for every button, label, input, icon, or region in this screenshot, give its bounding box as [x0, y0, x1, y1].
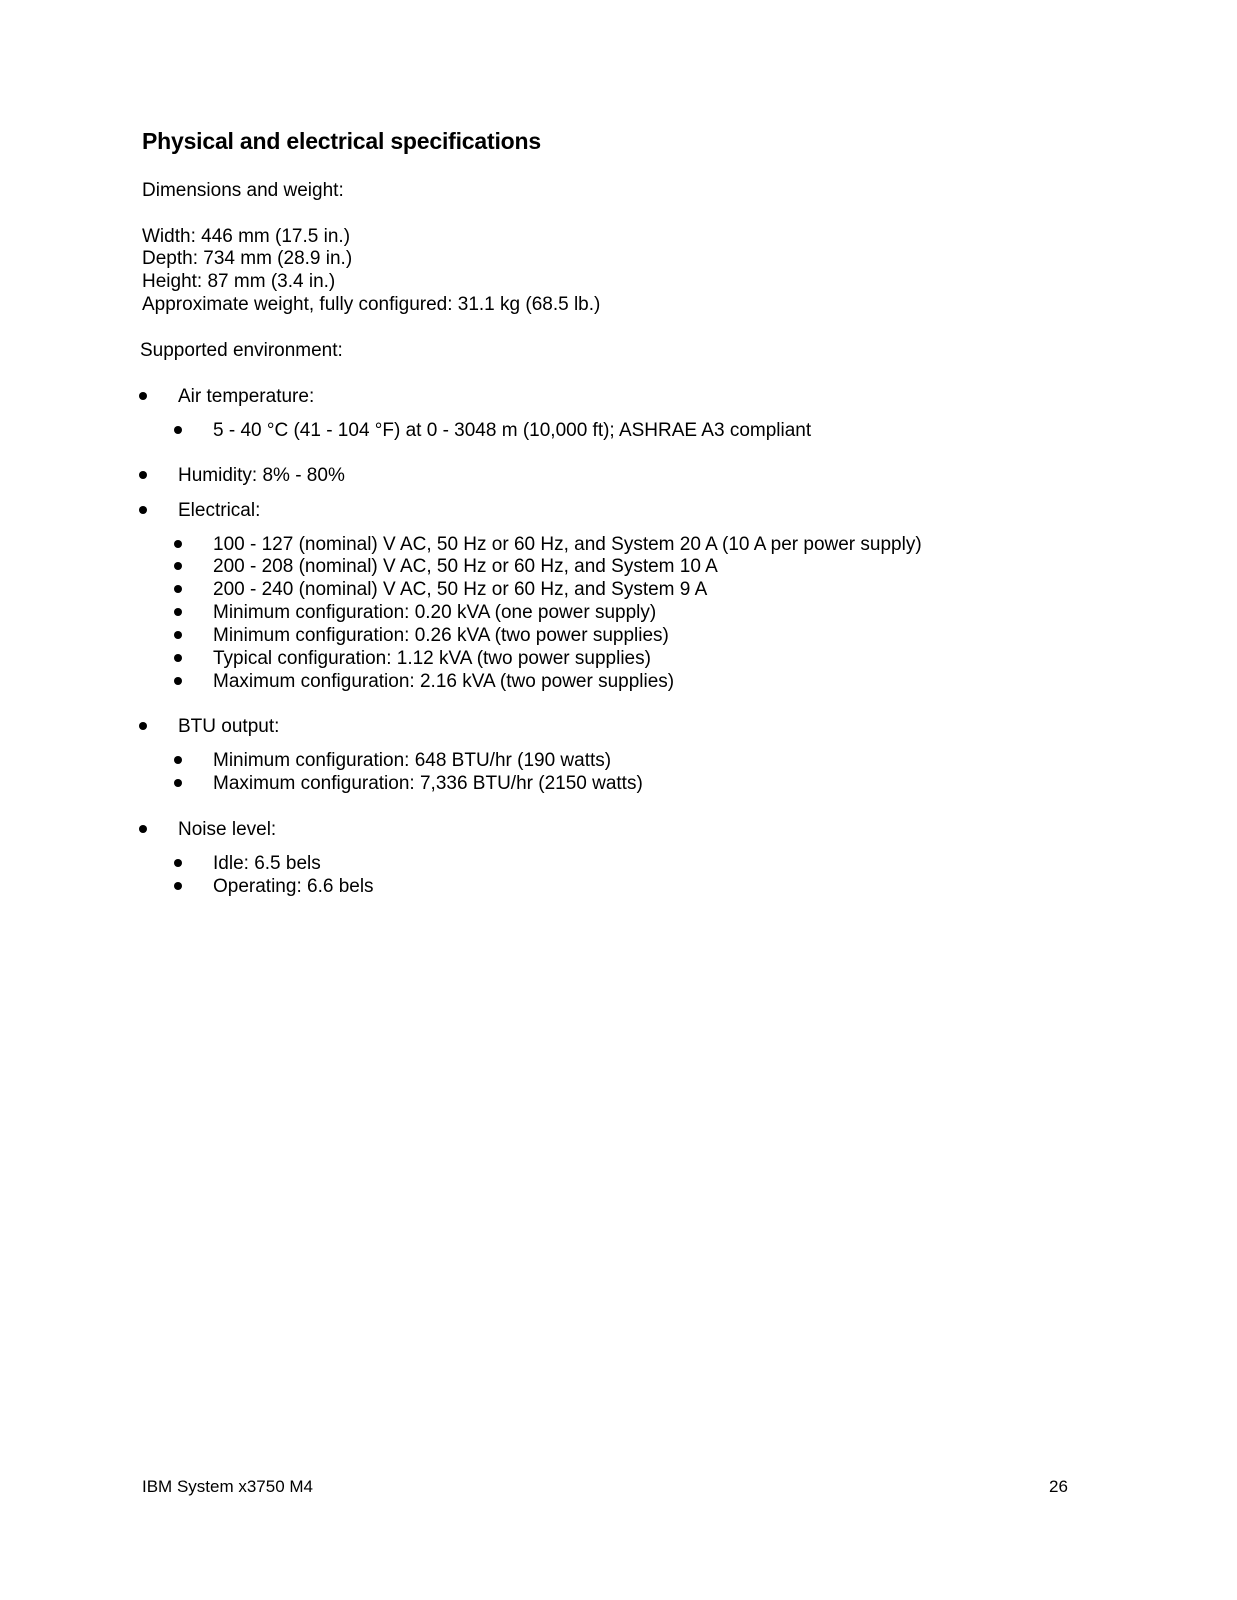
bullet-icon	[174, 540, 182, 548]
env-item-humidity: Humidity: 8% - 80%	[178, 465, 345, 486]
sub-item-electrical: 200 - 240 (nominal) V AC, 50 Hz or 60 Hz, and System 9 A	[213, 579, 708, 600]
environment-heading: Supported environment:	[140, 340, 343, 361]
env-item-air-temperature: Air temperature:	[178, 386, 315, 407]
bullet-icon	[174, 585, 182, 593]
bullet-icon	[139, 506, 147, 514]
bullet-icon	[174, 882, 182, 890]
bullet-icon	[139, 392, 147, 400]
bullet-icon	[174, 677, 182, 685]
sub-item-electrical: 200 - 208 (nominal) V AC, 50 Hz or 60 Hz, and System 10 A	[213, 556, 718, 577]
bullet-icon	[139, 825, 147, 833]
sub-item-noise: Idle: 6.5 bels	[213, 853, 321, 874]
bullet-icon	[174, 426, 182, 434]
sub-item-temperature-range: 5 - 40 °C (41 - 104 °F) at 0 - 3048 m (10,000 ft); ASHRAE A3 compliant	[213, 420, 812, 441]
dimension-weight: Approximate weight, fully configured: 31.1 kg (68.5 lb.)	[142, 294, 601, 315]
sub-item-electrical: Typical configuration: 1.12 kVA (two power supplies)	[213, 648, 651, 669]
sub-item-noise: Operating: 6.6 bels	[213, 876, 374, 897]
dimension-width: Width: 446 mm (17.5 in.)	[142, 226, 351, 247]
footer-page-number: 26	[1049, 1477, 1068, 1496]
bullet-icon	[174, 654, 182, 662]
bullet-icon	[174, 608, 182, 616]
bullet-icon	[174, 859, 182, 867]
bullet-icon	[174, 631, 182, 639]
bullet-icon	[139, 471, 147, 479]
env-item-electrical: Electrical:	[178, 500, 261, 521]
bullet-icon	[139, 722, 147, 730]
sub-item-electrical: 100 - 127 (nominal) V AC, 50 Hz or 60 Hz, and System 20 A (10 A per power supply)	[213, 534, 922, 555]
bullet-icon	[174, 779, 182, 787]
sub-item-btu: Minimum configuration: 648 BTU/hr (190 watts)	[213, 750, 612, 771]
env-item-btu-output: BTU output:	[178, 716, 280, 737]
sub-item-btu: Maximum configuration: 7,336 BTU/hr (2150 watts)	[213, 773, 643, 794]
sub-item-electrical: Minimum configuration: 0.20 kVA (one power supply)	[213, 602, 657, 623]
env-item-noise-level: Noise level:	[178, 819, 277, 840]
footer-product-name: IBM System x3750 M4	[142, 1477, 314, 1496]
bullet-icon	[174, 756, 182, 764]
dimension-depth: Depth: 734 mm (28.9 in.)	[142, 248, 353, 269]
page-title: Physical and electrical specifications	[142, 128, 541, 154]
sub-item-electrical: Maximum configuration: 2.16 kVA (two power supplies)	[213, 671, 675, 692]
dimension-height: Height: 87 mm (3.4 in.)	[142, 271, 336, 292]
sub-item-electrical: Minimum configuration: 0.26 kVA (two power supplies)	[213, 625, 669, 646]
bullet-icon	[174, 562, 182, 570]
dimensions-heading: Dimensions and weight:	[142, 180, 344, 201]
